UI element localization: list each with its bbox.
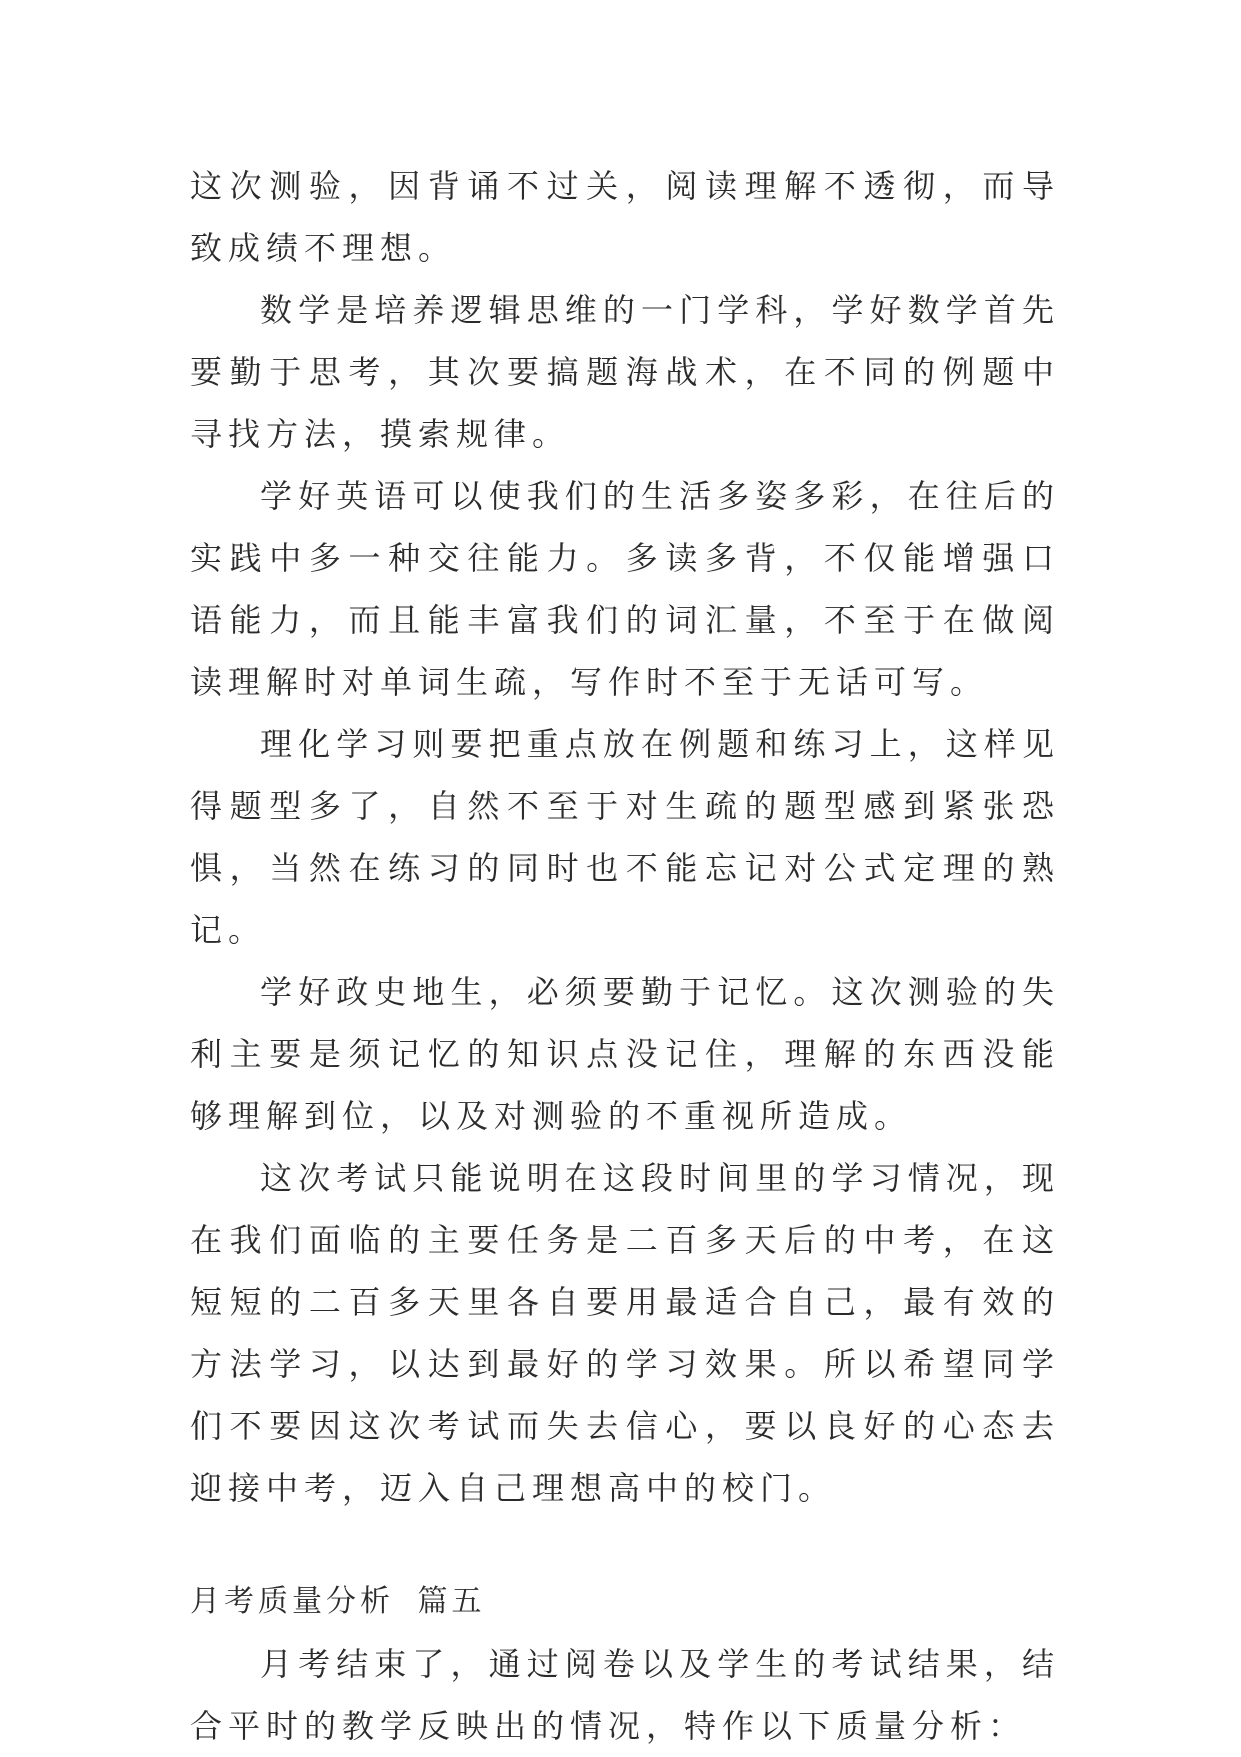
paragraph-continuation: 这次测验，因背诵不过关，阅读理解不透彻，而导致成绩不理想。	[190, 167, 1060, 267]
paragraph-conclusion: 这次考试只能说明在这段时间里的学习情况，现在我们面临的主要任务是二百多天后的中考，在这短短的二百多天里各自要用最适合自己，最有效的方法学习，以达到最好的学习效果。所以希望同学们不要因这次考试而失去信心，要以良好的心态去迎接中考，迈入自己理想高中的校门。	[190, 1159, 1060, 1507]
paragraph-math: 数学是培养逻辑思维的一门学科，学好数学首先要勤于思考，其次要搞题海战术，在不同的例题中寻找方法，摸索规律。	[190, 291, 1060, 453]
document-body	[190, 155, 1060, 1757]
paragraph-politics-history: 学好政史地生，必须要勤于记忆。这次测验的失利主要是须记忆的知识点没记住，理解的东西没能够理解到位，以及对测验的不重视所造成。	[190, 973, 1060, 1135]
section-heading: 月考质量分析 篇五	[190, 1584, 486, 1619]
section-intro-paragraph: 月考结束了，通过阅卷以及学生的考试结果，结合平时的教学反映出的情况，特作以下质量分析：	[190, 1645, 1060, 1745]
paragraph-physics-chemistry: 理化学习则要把重点放在例题和练习上，这样见得题型多了，自然不至于对生疏的题型感到紧张恐惧，当然在练习的同时也不能忘记对公式定理的熟记。	[190, 725, 1060, 949]
paragraph-english: 学好英语可以使我们的生活多姿多彩，在往后的实践中多一种交往能力。多读多背，不仅能增强口语能力，而且能丰富我们的词汇量，不至于在做阅读理解时对单词生疏，写作时不至于无话可写。	[190, 477, 1060, 701]
